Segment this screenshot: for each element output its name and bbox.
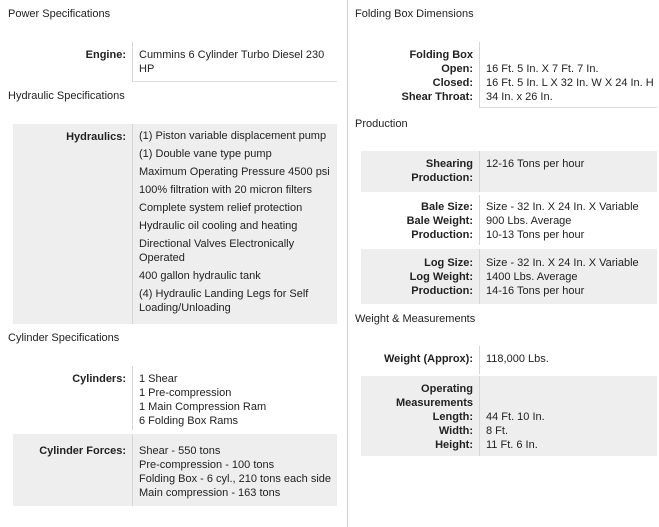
folding-box-label: Closed: xyxy=(432,77,473,89)
engine-underline xyxy=(133,81,337,82)
operating-label: Length: xyxy=(432,411,473,423)
power-section-title: Power Specifications xyxy=(8,8,111,20)
hydraulics-item: (1) Double vane type pump xyxy=(139,148,272,160)
cylinders-value: 1 Shear xyxy=(139,373,178,385)
bale-value: 10-13 Tons per hour xyxy=(486,229,585,241)
bale-label: Production: xyxy=(411,229,473,241)
folding-box-label: Open: xyxy=(441,63,473,75)
log-value: Size - 32 In. X 24 In. X Variable xyxy=(486,257,639,269)
log-values xyxy=(480,249,657,304)
weight-section-title: Weight & Measurements xyxy=(355,313,476,325)
operating-label: Operating xyxy=(421,383,473,395)
folding-box-value: 34 In. x 26 In. xyxy=(486,91,553,103)
bale-label: Bale Weight: xyxy=(406,215,473,227)
cylinder-forces-label: Cylinder Forces: xyxy=(13,434,133,506)
log-label: Production: xyxy=(411,285,473,297)
operating-labels xyxy=(361,376,480,456)
operating-value: 44 Ft. 10 In. xyxy=(486,411,545,423)
hydraulics-item: (4) Hydraulic Landing Legs for Self Loading/Unloading xyxy=(139,288,309,314)
hydraulics-item: (1) Piston variable displacement pump xyxy=(139,130,327,142)
operating-value xyxy=(486,396,653,410)
bale-labels xyxy=(361,195,480,245)
operating-measurements-row xyxy=(361,376,657,456)
operating-label: Height: xyxy=(435,439,473,451)
production-section-title: Production xyxy=(355,118,408,130)
hydraulics-label: Hydraulics: xyxy=(13,124,133,324)
hydraulics-item: Maximum Operating Pressure 4500 psi xyxy=(139,166,330,178)
cylinder-forces-value: Shear - 550 tons xyxy=(139,445,221,457)
weight-approx-value: 118,000 Lbs. xyxy=(486,353,549,365)
shearing-label: Shearing xyxy=(425,158,473,170)
bale-value: Size - 32 In. X 24 In. X Variable xyxy=(486,201,639,213)
cylinders-values xyxy=(133,366,337,430)
bale-values xyxy=(480,195,657,245)
column-divider xyxy=(347,0,348,527)
operating-values xyxy=(480,376,657,456)
log-value: 1400 Lbs. Average xyxy=(486,271,578,283)
cylinders-value: 6 Folding Box Rams xyxy=(139,415,239,427)
operating-value xyxy=(486,382,653,396)
cylinder-forces-row xyxy=(13,434,337,506)
bale-row xyxy=(361,195,657,245)
folding-box-label: Folding Box xyxy=(409,49,473,61)
folding-box-value: 16 Ft. 5 In. L X 32 In. W X 24 In. H xyxy=(486,77,654,89)
shearing-value: 12-16 Tons per hour xyxy=(486,158,585,170)
bale-label: Bale Size: xyxy=(421,201,473,213)
shearing-production-row xyxy=(361,151,657,192)
bale-value: 900 Lbs. Average xyxy=(486,215,572,227)
hydraulics-item: 400 gallon hydraulic tank xyxy=(139,270,261,282)
cylinder-forces-value: Folding Box - 6 cyl., 210 tons each side xyxy=(139,473,331,485)
folding-box-value xyxy=(486,48,653,62)
log-value: 14-16 Tons per hour xyxy=(486,285,585,297)
log-labels xyxy=(361,249,480,304)
cylinder-section-title: Cylinder Specifications xyxy=(8,332,120,344)
log-label: Log Size: xyxy=(424,257,473,269)
folding-box-section-title: Folding Box Dimensions xyxy=(355,8,474,20)
folding-box-labels xyxy=(361,42,480,108)
cylinders-row xyxy=(13,366,337,430)
cylinders-value: 1 Main Compression Ram xyxy=(139,401,267,413)
cylinder-forces-value: Main compression - 163 tons xyxy=(139,487,281,499)
operating-label: Measurements xyxy=(395,397,473,409)
hydraulics-row xyxy=(13,124,337,324)
hydraulics-item: Hydraulic oil cooling and heating xyxy=(139,220,298,232)
log-label: Log Weight: xyxy=(409,271,473,283)
folding-box-value: 16 Ft. 5 In. X 7 Ft. 7 In. xyxy=(486,63,599,75)
hydraulics-values xyxy=(133,124,337,324)
shearing-value xyxy=(486,171,653,185)
weight-approx-row xyxy=(361,346,657,374)
cylinder-forces-values xyxy=(133,434,337,506)
cylinder-forces-value: Pre-compression - 100 tons xyxy=(139,459,275,471)
engine-value: Cummins 6 Cylinder Turbo Diesel 230 HP xyxy=(139,49,325,75)
shearing-label: Production: xyxy=(411,172,473,184)
hydraulics-item: Directional Valves Electronically Operated xyxy=(139,238,295,264)
folding-box-values xyxy=(480,42,657,108)
folding-box-label: Shear Throat: xyxy=(401,91,473,103)
shearing-labels xyxy=(361,151,480,192)
log-row xyxy=(361,249,657,304)
shearing-values xyxy=(480,151,657,192)
weight-approx-label: Weight (Approx): xyxy=(361,346,480,374)
hydraulic-section-title: Hydraulic Specifications xyxy=(8,90,125,102)
operating-value: 11 Ft. 6 In. xyxy=(486,439,538,451)
engine-label: Engine: xyxy=(13,42,133,82)
hydraulics-item: Complete system relief protection xyxy=(139,202,303,214)
engine-row xyxy=(13,42,337,82)
cylinders-value: 1 Pre-compression xyxy=(139,387,232,399)
folding-box-row xyxy=(361,42,657,108)
cylinders-label: Cylinders: xyxy=(13,366,133,430)
folding-box-underline xyxy=(480,107,657,108)
hydraulics-item: 100% filtration with 20 micron filters xyxy=(139,184,313,196)
operating-label: Width: xyxy=(438,425,473,437)
operating-value: 8 Ft. xyxy=(486,425,509,437)
